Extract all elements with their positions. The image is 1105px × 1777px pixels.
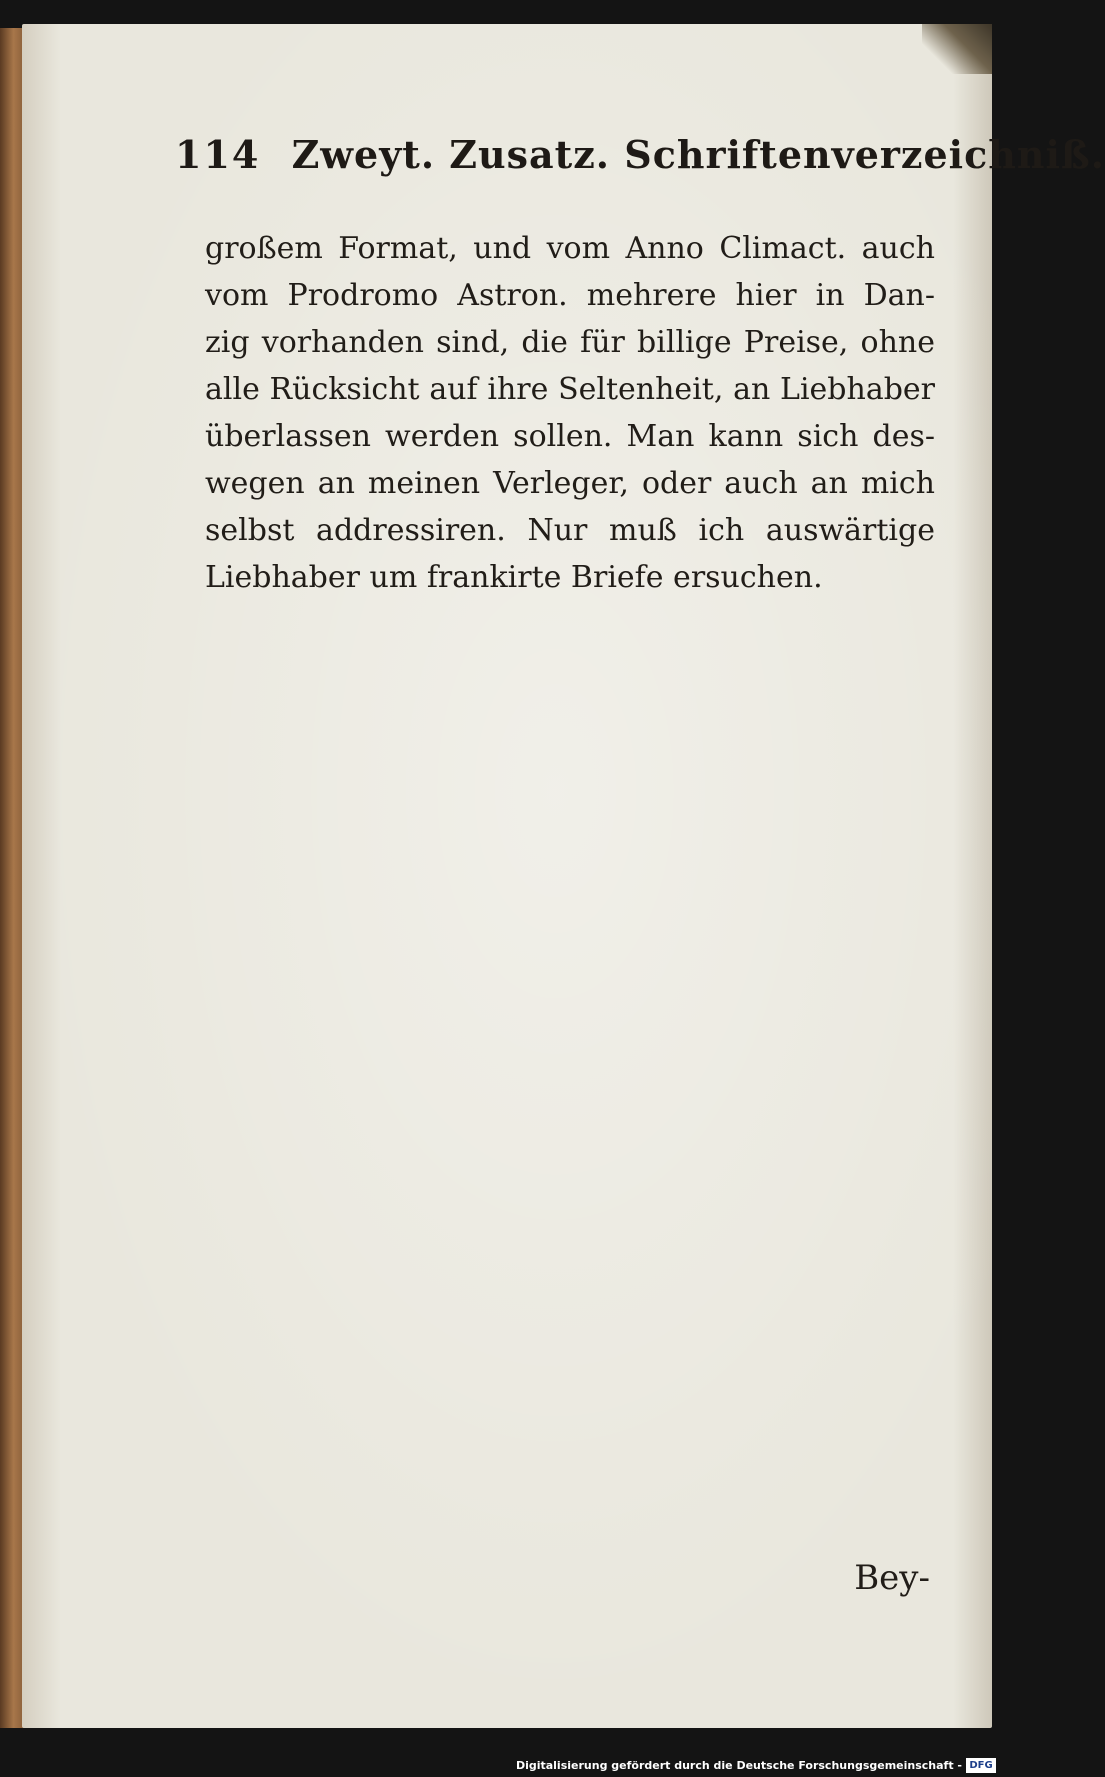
text-line: Liebhaber um frankirte Briefe ersuchen. <box>205 560 823 595</box>
text-line: großem Format, und vom Anno Climact. auch <box>205 231 935 266</box>
running-head: Zweyt. Zusatz. Schriftenverzeichniß. <box>291 132 1105 177</box>
text-line: überlassen werden sollen. Man kann sich des- <box>205 419 935 454</box>
text-line: selbst addressiren. Nur muß ich auswärtige <box>205 513 935 548</box>
text-line: wegen an meinen Verleger, oder auch an mich <box>205 466 935 501</box>
text-line: alle Rücksicht auf ihre Seltenheit, an Liebhaber <box>205 372 935 407</box>
body-paragraph <box>205 225 935 601</box>
page-number: 114 <box>175 132 261 177</box>
text-line: vom Prodromo Astron. mehrere hier in Dan- <box>205 278 935 313</box>
page-corner-shadow <box>922 24 992 74</box>
text-line: zig vorhanden sind, die für billige Preise, ohne <box>205 325 935 360</box>
footer-bar <box>0 1751 1000 1777</box>
dfg-logo: DFG <box>966 1758 996 1773</box>
page-header <box>175 132 1105 192</box>
digitization-credit: Digitalisierung gefördert durch die Deutsche Forschungsgemeinschaft - <box>515 1759 962 1772</box>
catchword: Bey- <box>854 1558 930 1598</box>
